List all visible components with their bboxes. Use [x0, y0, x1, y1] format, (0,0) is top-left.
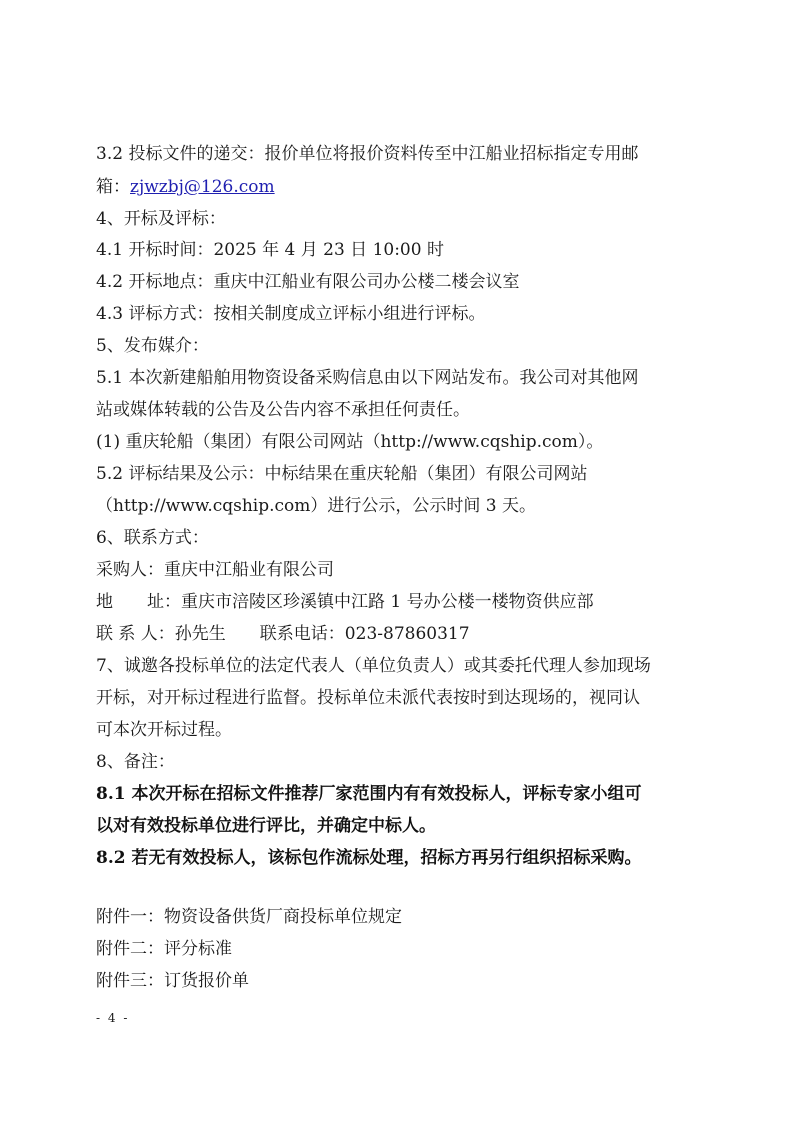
section-4-1-text: 4.1 开标时间：2025 年 4 月 23 日 10:00 时	[96, 240, 444, 260]
section-3-2-text: 3.2 投标文件的递交：报价单位将报价资料传至中江船业招标指定专用邮	[96, 144, 639, 164]
address-line: 地 址：重庆市涪陵区珍溪镇中江路 1 号办公楼一楼物资供应部	[96, 592, 594, 612]
section-4-3-text: 4.3 评标方式：按相关制度成立评标小组进行评标。	[96, 304, 486, 324]
attachment-1: 附件一：物资设备供货厂商投标单位规定	[96, 907, 402, 927]
section-5-2-text-cont: （http://www.cqship.com）进行公示，公示时间 3 天。	[96, 496, 537, 516]
purchaser-line: 采购人：重庆中江船业有限公司	[96, 560, 334, 580]
email-link[interactable]: zjwzbj@126.com	[130, 177, 275, 197]
section-7-text: 7、诚邀各投标单位的法定代表人（单位负责人）或其委托代理人参加现场	[96, 656, 651, 676]
section-5-1-text: 5.1 本次新建船舶用物资设备采购信息由以下网站发布。我公司对其他网	[96, 368, 639, 388]
section-3-2-email-line	[96, 175, 275, 199]
section-7-text-cont: 开标，对开标过程进行监督。投标单位未派代表按时到达现场的，视同认	[96, 688, 640, 708]
attachment-2: 附件二：评分标准	[96, 939, 232, 959]
email-prefix: 箱：	[96, 177, 130, 197]
section-4-2-text: 4.2 开标地点：重庆中江船业有限公司办公楼二楼会议室	[96, 272, 520, 292]
contact-line: 联 系 人：孙先生 联系电话：023-87860317	[96, 624, 470, 644]
note-8-1: 8.1 本次开标在招标文件推荐厂家范围内有有效投标人，评标专家小组可	[96, 784, 642, 804]
section-6-heading: 6、联系方式：	[96, 528, 209, 548]
section-8-heading: 8、备注：	[96, 752, 175, 772]
section-4-heading: 4、开标及评标：	[96, 209, 226, 229]
section-7-text-end: 可本次开标过程。	[96, 720, 232, 740]
section-5-2-text: 5.2 评标结果及公示：中标结果在重庆轮船（集团）有限公司网站	[96, 464, 588, 484]
note-8-1-cont: 以对有效投标单位进行评比，并确定中标人。	[96, 816, 436, 836]
attachment-3: 附件三：订货报价单	[96, 971, 249, 991]
page-number: - 4 -	[96, 1011, 130, 1025]
section-5-heading: 5、发布媒介：	[96, 336, 209, 356]
website-item: (1) 重庆轮船（集团）有限公司网站（http://www.cqship.com）。	[96, 432, 604, 452]
note-8-2: 8.2 若无有效投标人，该标包作流标处理，招标方再另行组织招标采购。	[96, 848, 642, 868]
section-5-1-text-cont: 站或媒体转载的公告及公告内容不承担任何责任。	[96, 400, 470, 420]
